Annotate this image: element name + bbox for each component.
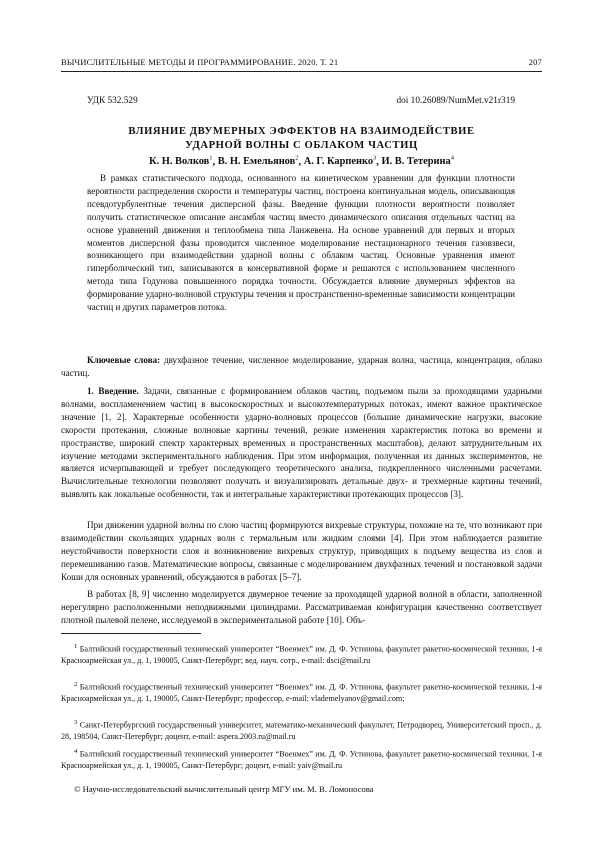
copyright-notice: © Научно-исследовательский вычислительный центр МГУ им. М. В. Ломоносова <box>74 784 373 794</box>
page-number: 207 <box>529 57 542 67</box>
author-list: К. Н. Волков1, В. Н. Емельянов2, А. Г. Карпенко3, И. В. Тетерина4 <box>61 155 542 167</box>
doi-link[interactable]: doi 10.26089/NumMet.v21r319 <box>396 96 515 106</box>
footnote-1: 1 Балтийский государственный технический университет “Военмех” им. Д. Ф. Устинова, факультет ракетно-космической техники, 1-я Красноармейская ул., д. 1, 190005, Санкт-Петербург; вед. науч. сотр., e-mail: dsci@mail.ru <box>61 641 542 667</box>
author: К. Н. Волков1 <box>149 156 212 167</box>
udk-code: УДК 532.529 <box>87 96 138 106</box>
footnote-2: 2 Балтийский государственный технический университет “Военмех” им. Д. Ф. Устинова, факультет ракетно-космической техники, 1-я Красноармейская ул., д. 1, 190005, Санкт-Петербург; профессор, e-mail: vlademelyanov@gmail.com; <box>61 679 542 705</box>
paper-page <box>0 0 600 848</box>
article-meta <box>87 96 515 106</box>
journal-title: ВЫЧИСЛИТЕЛЬНЫЕ МЕТОДЫ И ПРОГРАММИРОВАНИЕ. 2020. Т. 21 <box>61 57 338 67</box>
footnote-rule <box>61 633 201 634</box>
article-title <box>61 125 542 152</box>
section-heading: 1. Введение. <box>87 386 139 396</box>
footnote-4: 4 Балтийский государственный технический университет “Военмех” им. Д. Ф. Устинова, факультет ракетно-космической техники, 1-я Красноармейская ул., д. 1, 190005, Санкт-Петербург; доцент, e-mail: yaiv@mail.ru <box>61 746 542 772</box>
keywords-text: двухфазное течение, численное моделирование, ударная волна, частица, концентрация, облако частиц. <box>61 355 542 378</box>
keywords-label: Ключевые слова: <box>87 355 160 365</box>
intro-paragraph-1: 1. Введение. Задачи, связанные с формированием облаков частиц, подъемом пыли за проходящими ударными волнами, воспламенением частиц в высокоскоростных и высокотемпературных потоках, имеют важное практическое значение [1, 2]. Характерные особенности ударно-волновых процессов (большие динамические нагрузки, высокие скорости протекания, сложные волновые картины течений, резкие изменения характеристик потока во времени и пространстве, широкий спектр характерных временных и пространственных масштабов), делают затруднительным их изучение методами экспериментального наблюдения. При этом информация, полученная из данных экспериментов, не является исчерпывающей и требует последующего теоретического анализа, подкрепленного численными расчетами. Вычислительные технологии позволяют получать и визуализировать детальные двух- и трехмерные картины течений, выявлять как локальные особенности, так и интегральные характеристики протекающих процессов [3]. <box>61 385 542 501</box>
keywords <box>61 354 542 380</box>
author: И. В. Тетерина4 <box>381 156 453 167</box>
footnote-3: 3 Санкт-Петербургский государственный университет, математико-механический факультет, Петродворец, Университетский просп., д. 28, 198504, Санкт-Петербург; доцент, e-mail: aspera.2003.ru@mail.ru <box>61 717 542 743</box>
header-rule <box>61 71 542 72</box>
intro-paragraph-3: В работах [8, 9] численно моделируется двумерное течение за проходящей ударной волной в области, заполненной нерегулярно расположенными неподвижными цилиндрами. Рассматриваемая конфигурация качественно соответствует плотной пылевой пелене, исследуемой в экспериментальной работе [10]. Объ- <box>61 588 542 627</box>
intro-paragraph-2: При движении ударной волны по слою частиц формируются вихревые структуры, похожие на те, что возникают при взаимодействии скользящих ударных волн с термальным или жидким слоями [4]. При этом наблюдается развитие неустойчивости поверхности слоя и возникновение вихревых структур, приводящих к подъему вещества из слоя и перемешиванию газов. Математические вопросы, связанные с моделированием двухфазных течений и постановкой задачи Коши для основных уравнений, обсуждаются в работах [5–7]. <box>61 519 542 584</box>
running-header <box>61 57 542 67</box>
author: А. Г. Карпенко3 <box>304 156 377 167</box>
author: В. Н. Емельянов2 <box>218 156 299 167</box>
abstract: В рамках статистического подхода, основанного на кинетическом уравнении для функции плотности вероятности распределения скорости и температуры частиц, построена континуальная модель, описывающая псевдотурбулентные течения дисперсной фазы. Введение функции плотности вероятности позволяет получить статистическое описание ансамбля частиц вместо динамического описания отдельных частиц на основе уравнений движения и теплообмена типа Ланжевена. На основе уравнений для первых и вторых моментов дисперсной фазы проводится численное моделирование нестационарного течения газовзвеси, возникающего при взаимодействии ударной волны с облаком частиц. Основные уравнения имеют гиперболический тип, записываются в консервативной форме и решаются с использованием численного метода типа Годунова повышенного порядка точности. Обсуждается влияние двумерных эффектов на формирование ударно-волновой структуры течения и пространственно-временные зависимости концентрации частиц и других параметров потока. <box>87 172 515 314</box>
title-line-1: ВЛИЯНИЕ ДВУМЕРНЫХ ЭФФЕКТОВ НА ВЗАИМОДЕЙСТВИЕ <box>61 125 542 139</box>
title-line-2: УДАРНОЙ ВОЛНЫ С ОБЛАКОМ ЧАСТИЦ <box>61 139 542 153</box>
